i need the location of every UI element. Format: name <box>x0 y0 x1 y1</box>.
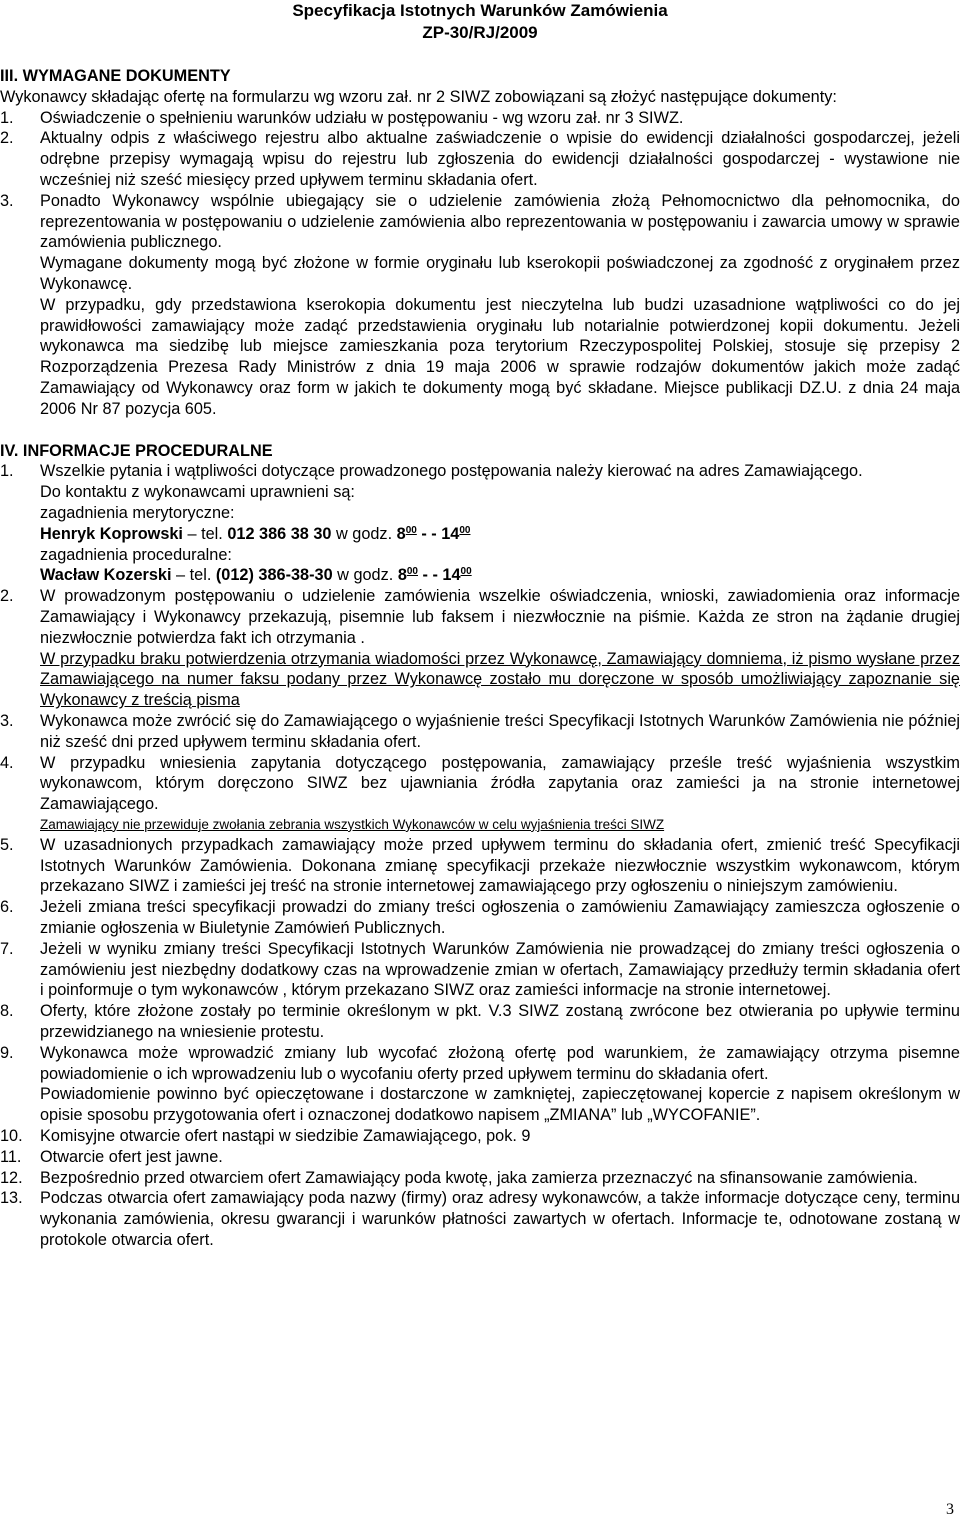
list-number: 4. <box>0 753 14 772</box>
list-text: Wykonawca może wprowadzić zmiany lub wycofać złożoną ofertę pod warunkiem, że zamawiający otrzyma pisemne powiadomienie o ich wprowadzeniu lub o wycofaniu oferty przed upływem terminu do składania ofert. <box>40 1043 960 1083</box>
list-item <box>0 461 960 586</box>
list-item <box>0 711 960 753</box>
list-text: Aktualny odpis z właściwego rejestru albo aktualne zaświadczenie o wpisie do ewidencji działalności gospodarczej, jeżeli odrębne przepisy wymagają wpisu do rejestru lub zgłoszenia do ewidencji działalności gospodarczej - wystawione nie wcześniej niż sześć miesięcy przed upływem terminu składania ofert. <box>40 129 960 189</box>
list-item <box>0 1126 960 1147</box>
header-title: Specyfikacja Istotnych Warunków Zamówienia <box>292 1 668 20</box>
section-heading-4: IV. INFORMACJE PROCEDURALNE <box>0 441 273 460</box>
list-text: Jeżeli zmiana treści specyfikacji prowadzi do zmiany treści ogłoszenia o zamówieniu Zamawiający zamieszcza ogłoszenie o zmianie ogłoszenia w Biuletynie Zamówień Publicznych. <box>40 898 960 938</box>
list-number: 13. <box>0 1189 23 1208</box>
list-item <box>0 1043 960 1126</box>
list-number: 3. <box>0 711 14 730</box>
list-text: Oświadczenie o spełnieniu warunków udziału w postępowaniu - wg wzoru zał. nr 3 SIWZ. <box>40 108 684 127</box>
list-number: 8. <box>0 1002 14 1021</box>
meeting-note: Zamawiający nie przewiduje zwołania zebrania wszystkich Wykonawców w celu wyjaśnienia treści SIWZ <box>40 816 665 832</box>
page-number: 3 <box>946 1501 954 1518</box>
list-text: W przypadku wniesienia zapytania dotyczącego postępowania, zamawiający prześle treść wyjaśnienia wszystkim wykonawcom, którym doręczono SIWZ bez ujawniania źródła zapytania oraz zamieści ja na stronie internetowej Zamawiającego. <box>40 753 960 814</box>
list-text: Otwarcie ofert jest jawne. <box>40 1147 223 1166</box>
list-item <box>0 1188 960 1250</box>
list-text: Jeżeli w wyniku zmiany treści Specyfikacji Istotnych Warunków Zamówienia nie prowadzącej do zmiany treści ogłoszenia o zamówieniu jest niezbędny dodatkowy czas na wprowadzenie zmian w ofertach, Zamawiający przedłuży termin składania ofert i poinformuje o tym wykonawców , którym przekazano SIWZ oraz zamieści informacje na stronie internetowej. <box>40 939 960 1000</box>
list-item <box>0 191 960 253</box>
list-text-continued: Powiadomienie powinno być opieczętowane i dostarczone w zamkniętej, zapieczętowanej kopercie z napisem określonym w opisie sposobu przygotowania ofert i oznaczonej dodatkowo napisem „ZMIANA” lub „WYCOFANIE”. <box>40 1085 960 1125</box>
list-number: 5. <box>0 835 14 854</box>
header-reference: ZP-30/RJ/2009 <box>422 23 538 42</box>
list-text: Wszelkie pytania i wątpliwości dotyczące prowadzonego postępowania należy kierować na adres Zamawiającego. <box>40 462 863 481</box>
copies-paragraph: W przypadku, gdy przedstawiona kserokopia dokumentu jest nieczytelna lub budzi uzasadnione wątpliwości co do jej prawidłowości zamawiający może zadąć przedstawienia oryginału lub notarialnie potwierdzonej kopii dokumentu. Jeżeli wykonawca ma siedzibę lub miejsce zamieszkania poza terytorium Rzeczypospolitej Polskiej, stosuje się przepisy 2 Rozporządzenia Prezesa Rady Ministrów z dnia 19 maja 2006 w sprawie rodzajów dokumentów jakich może zadąć Zamawiający od Wykonawcy oraz form w jakich te dokumenty mogą być składane. Miejsce publikacji DZ.U. z dnia 24 maja 2006 Nr 87 pozycja 605. <box>40 295 960 418</box>
list-text: W prowadzonym postępowaniu o udzielenie zamówienia wszelkie oświadczenia, wnioski, zawiadomienia oraz informacje Zamawiający i Wykonawcy przekazują, pisemnie lub faksem i niezwłocznie na piśmie. Każda ze stron na żądanie drugiej niezwłocznie potwierdza fakt ich otrzymania . <box>40 587 960 647</box>
forms-paragraph: Wymagane dokumenty mogą być złożone w formie oryginału lub kserokopii poświadczonej za zgodność z oryginałem przez Wykonawcę. <box>40 254 960 293</box>
list-text: Wykonawca może zwrócić się do Zamawiającego o wyjaśnienie treści Specyfikacji Istotnych Warunków Zamówienia nie później niż sześć dni przed upływem terminu składania ofert. <box>40 711 960 751</box>
underlined-notice: W przypadku braku potwierdzenia otrzymania wiadomości przez Wykonawcę, Zamawiający domniema, iż pismo wysłane przez Zamawiającego na numer faksu podany przez Wykonawcę zostało mu doręczone w sposób umożliwiający zapoznanie się Wykonawcy z treścią pisma <box>40 649 960 710</box>
list-number: 9. <box>0 1043 14 1062</box>
procedural-contact: Wacław Kozerski – tel. (012) 386-38-30 w godz. $8^{00}$ - - $14^{00}$ <box>40 566 472 585</box>
list-item <box>0 586 960 711</box>
list-text: Oferty, które złożone zostały po terminie określonym w pkt. V.3 SIWZ zostaną zwrócone bez otwierania po upływie terminu przewidzianego na wniesienie protestu. <box>40 1002 960 1042</box>
list-item <box>0 1001 960 1043</box>
contact-hours: $8^{00}$ - - $14^{00}$ <box>396 524 471 543</box>
list-text: Ponadto Wykonawcy wspólnie ubiegający sie o udzielenie zamówienia złożą Pełnomocnictwo dla pełnomocnika, do reprezentowania w postępowaniu o udzielenie zamówienia albo reprezentowania w postępowaniu i zawarcia umowy w sprawie zamówienia publicznego. <box>40 191 960 252</box>
list-item <box>0 128 960 190</box>
list-item <box>0 1168 960 1189</box>
list-text: Podczas otwarcia ofert zamawiający poda nazwy (firmy) oraz adresy wykonawców, a także informacje dotyczące ceny, terminu wykonania zamówienia, okresu gwarancji i warunków płatności zawartych w ofertach. Informacje te, odnotowane zostaną w protokole otwarcia ofert. <box>40 1189 960 1250</box>
list-number: 3. <box>0 191 14 210</box>
merit-contact: Henryk Koprowski – tel. 012 386 38 30 w godz. $8^{00}$ - - $14^{00}$ <box>40 524 471 543</box>
contacts-intro: Do kontaktu z wykonawcami uprawnieni są: <box>40 483 355 502</box>
list-item <box>0 897 960 939</box>
list-item <box>0 108 960 129</box>
list-number: 2. <box>0 129 14 148</box>
contact-name: Henryk Koprowski <box>40 524 183 543</box>
contact-name: Wacław Kozerski <box>40 566 172 585</box>
list-item <box>0 939 960 1001</box>
list-number: 1. <box>0 108 14 127</box>
page-header <box>0 0 960 44</box>
contact-hours: $8^{00}$ - - $14^{00}$ <box>397 566 472 585</box>
contact-phone: 012 386 38 30 <box>227 524 332 543</box>
list-text: Komisyjne otwarcie ofert nastąpi w siedzibie Zamawiającego, pok. 9 <box>40 1127 531 1146</box>
document-body <box>0 66 960 1251</box>
list-number: 2. <box>0 587 14 606</box>
list-number: 7. <box>0 939 14 958</box>
section-3-intro: Wykonawcy składając ofertę na formularzu wg wzoru zał. nr 2 SIWZ zobowiązani są złożyć następujące dokumenty: <box>0 87 837 106</box>
list-number: 1. <box>0 462 14 481</box>
list-item <box>0 835 960 897</box>
contact-phone: (012) 386-38-30 <box>215 566 333 585</box>
section-heading-3: III. WYMAGANE DOKUMENTY <box>0 67 231 85</box>
list-text: Bezpośrednio przed otwarciem ofert Zamawiający poda kwotę, jaka zamierza przeznaczyć na sfinansowanie zamówienia. <box>40 1168 918 1187</box>
list-number: 12. <box>0 1168 23 1187</box>
list-item <box>0 753 960 835</box>
list-text: W uzasadnionych przypadkach zamawiający może przed upływem terminu do składania ofert, zmienić treść Specyfikacji Istotnych Warunków Zamówienia. Dokonana zmianę specyfikacji przekaże niezwłocznie wszystkim wykonawcom, którym przekazano SIWZ i zamieści jej treść na stronie internetowej zamawiającego przy ogłoszeniu o niniejszym zamówieniu. <box>40 835 960 896</box>
list-item <box>0 1147 960 1168</box>
list-number: 6. <box>0 898 14 917</box>
list-number: 11. <box>0 1147 22 1166</box>
merit-label: zagadnienia merytoryczne: <box>40 503 235 522</box>
list-number: 10. <box>0 1127 23 1146</box>
procedural-label: zagadnienia proceduralne: <box>40 545 232 564</box>
